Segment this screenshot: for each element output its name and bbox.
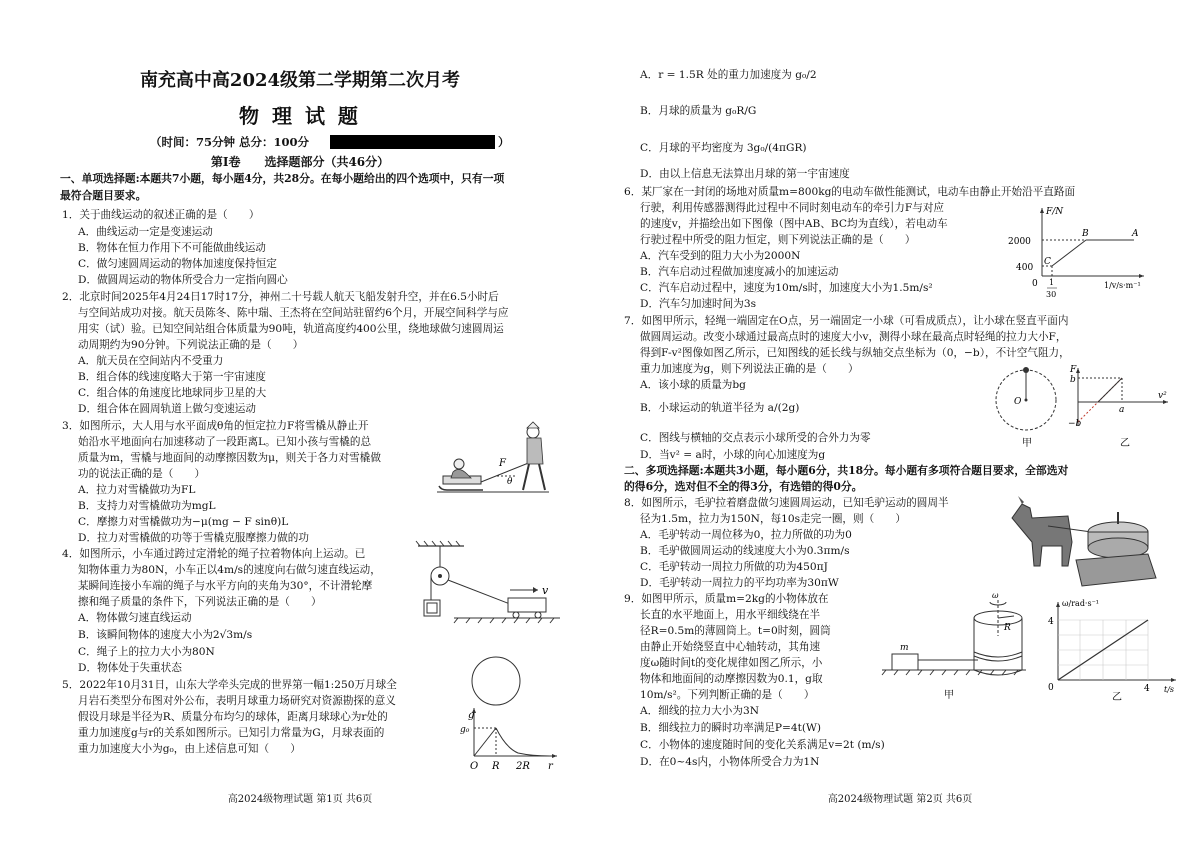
q4-stem-2: 知物体重力为80N，小车正以4m/s的速度向右做匀速直线运动， <box>78 564 381 576</box>
q7-option-a: A．该小球的质量为bg <box>640 379 746 391</box>
section2-title-2: 的得6分，选对但不全的得3分，有选错的得0分。 <box>624 480 863 493</box>
q9-option-a: A．细线的拉力大小为3N <box>640 705 760 717</box>
part1-title: 第Ⅰ卷 选择题部分（共46分） <box>210 155 390 169</box>
q7-fig-v2: v² <box>1158 391 1167 401</box>
q5-option-b: B．月球的质量为 g₀R/G <box>640 105 757 117</box>
q4-option-b: B．该瞬间物体的速度大小为2√3m/s <box>78 629 253 641</box>
q4-option-a: A．物体做匀速直线运动 <box>78 612 192 624</box>
q2-option-c: C．组合体的角速度比地球同步卫星的大 <box>78 387 267 399</box>
footer-right: 高2024级物理试题 第2页 共6页 <box>827 794 973 805</box>
q4-stem-4: 擦和绳子质量的条件下，下列说法正确的是（ ） <box>78 596 322 608</box>
q6-stem-4: 行驶过程中所受的阻力恒定，则下列说法正确的是（ ） <box>640 234 916 246</box>
q2-stem-1: 2．北京时间2025年4月24日17时17分，神州二十号载人航天飞船发射升空，并在6.5小时后 <box>62 291 499 303</box>
q1-option-d: D．做圆周运动的物体所受合力一定指向圆心 <box>78 274 288 286</box>
q5-stem-4: 重力加速度g与r的关系如图所示。已知引力常量为G，月球表面的 <box>78 727 385 739</box>
q5-fig-r: r <box>548 761 553 772</box>
q4-pulley-figure <box>414 540 562 625</box>
q9-fig-omega-label: ω <box>992 591 999 600</box>
q9-fig-jia: 甲 <box>944 690 954 701</box>
q7-fig-b: b <box>1070 375 1076 385</box>
q6-fig-v: 1/v/s·m⁻¹ <box>1104 281 1141 290</box>
q7-option-c: C．图线与横轴的交点表示小球所受的合外力为零 <box>640 432 871 444</box>
q7-stem-2: 做圆周运动。改变小球通过最高点时的速度大小v，测得小球在最高点时轻绳的拉力大小F， <box>640 331 1067 343</box>
q6-stem-2: 行驶，利用传感器测得此过程中不同时刻电动车的牵引力F与对应 <box>640 202 944 214</box>
q9-fig-omega: ω/rad·s⁻¹ <box>1062 599 1100 608</box>
section1-title: 一、单项选择题:本题共7小题，每小题4分，共28分。在每小题给出的四个选项中，只有一项 <box>60 172 505 185</box>
q7-circle-figure <box>992 364 1172 452</box>
redaction-bar <box>330 135 495 149</box>
q7-fig-a: a <box>1119 405 1125 415</box>
q4-fig-v: v <box>542 584 549 597</box>
q5-fig-g: g <box>468 710 475 721</box>
q6-fig-1: 1 <box>1049 278 1055 287</box>
q9-fig-m: m <box>900 643 909 653</box>
q3-stem-2: 始沿水平地面向右加速移动了一段距离L。已知小孩与雪橇的总 <box>78 436 372 448</box>
q9-cylinder-figure <box>878 591 1188 708</box>
q3-sled-figure <box>437 420 549 500</box>
q7-stem-3: 得到F-v²图像如图乙所示，已知图线的延长线与纵轴交点坐标为（0，−b），不计空气阻力， <box>640 347 1070 359</box>
q5-fig-O: O <box>470 761 479 772</box>
q7-option-d: D．当v² = a时，小球的向心加速度为g <box>640 449 826 461</box>
q7-stem-4: 重力加速度为g，则下列说法正确的是（ ） <box>640 363 859 375</box>
q9-fig-ts: t/s <box>1164 685 1175 694</box>
q7-stem-1: 7．如图甲所示，轻绳一端固定在O点，另一端固定一小球（可看成质点），让小球在竖直平面内 <box>624 315 1069 327</box>
q8-option-b: B．毛驴做圆周运动的线速度大小为0.3πm/s <box>640 545 850 557</box>
q3-option-c: C．摩擦力对雪橇做功为−μ(mg − F sinθ)L <box>78 516 289 528</box>
q7-fig-nb: −b <box>1068 419 1082 429</box>
q6-fig-0: 0 <box>1032 279 1038 289</box>
q6-option-b: B．汽车启动过程做加速度减小的加速运动 <box>640 266 839 278</box>
q7-fig-O: O <box>1014 397 1022 407</box>
q8-stem-1: 8．如图所示，毛驴拉着磨盘做匀速圆周运动，已知毛驴运动的圆周半 <box>624 497 949 509</box>
q7-fig-yi: 乙 <box>1120 438 1130 449</box>
exam-subtitle: 物 理 试 题 <box>239 104 361 128</box>
q9-stem-7: 10m/s²。下列判断正确的是（ ） <box>640 689 815 701</box>
q6-stem-3: 的速度v，并描绘出如下图像（图中AB、BC均为直线），若电动车 <box>640 218 948 230</box>
q1-option-b: B．物体在恒力作用下不可能做曲线运动 <box>78 242 266 254</box>
exam-title: 南充高中高2024级第二学期第二次月考 <box>139 70 461 91</box>
q6-fig-30: 30 <box>1046 290 1057 299</box>
q6-force-graph <box>1004 200 1154 300</box>
q9-stem-4: 由静止开始绕竖直中心轴转动，其角速 <box>640 641 821 653</box>
q9-stem-6: 物体和地面间的动摩擦因数为0.1，g取 <box>640 673 823 685</box>
q6-fig-C: C <box>1044 257 1051 267</box>
q9-fig-0: 0 <box>1048 683 1054 693</box>
exam-time-info-end: ） <box>498 135 510 149</box>
q6-option-a: A．汽车受到的阻力大小为2000N <box>640 250 801 262</box>
page-right <box>600 0 1200 847</box>
footer-left: 高2024级物理试题 第1页 共6页 <box>227 794 373 805</box>
q8-donkey-figure <box>1008 494 1158 590</box>
section2-title: 二、多项选择题:本题共3小题，每小题6分，共18分。每小题有多项符合题目要求，全部选对 <box>624 464 1069 477</box>
q5-stem-5: 重力加速度大小为g₀，由上述信息可知（ ） <box>78 743 301 755</box>
q5-fig-g0: g₀ <box>460 725 470 735</box>
q9-stem-5: 度ω随时间t的变化规律如图乙所示，小 <box>640 657 823 669</box>
q4-stem-3: 某瞬间连接小车端的绳子与水平方向的夹角为30°，不计滑轮摩 <box>78 580 373 592</box>
q6-option-c: C．汽车启动过程中，速度为10m/s时，加速度大小为1.5m/s² <box>640 282 933 294</box>
q3-option-b: B．支持力对雪橇做功为mgL <box>78 500 216 512</box>
q3-stem-1: 3．如图所示，大人用与水平面成θ角的恒定拉力F将雪橇从静止开 <box>62 420 369 432</box>
q9-stem-3: 径R=0.5m的薄圆筒上。t=0时刻，圆筒 <box>640 625 831 637</box>
q5-option-c: C．月球的平均密度为 3g₀/(4πGR) <box>640 142 807 154</box>
q9-option-c: C．小物体的速度随时间的变化关系满足v=2t (m/s) <box>640 739 885 751</box>
q2-option-b: B．组合体的线速度略大于第一宇宙速度 <box>78 371 266 383</box>
q4-option-d: D．物体处于失重状态 <box>78 662 182 674</box>
q4-option-c: C．绳子上的拉力大小为80N <box>78 646 215 658</box>
q6-fig-400: 400 <box>1016 263 1034 273</box>
q9-fig-t4: 4 <box>1144 684 1150 694</box>
q2-stem-2: 与空间站成功对接。航天员陈冬、陈中瑞、王杰将在空间站驻留约6个月，开展空间科学与应 <box>78 307 509 319</box>
q2-option-d: D．组合体在圆周轨道上做匀变速运动 <box>78 403 256 415</box>
q6-fig-2000: 2000 <box>1008 237 1031 247</box>
q8-option-d: D．毛驴转动一周拉力的平均功率为30πW <box>640 577 839 589</box>
q5-option-d: D．由以上信息无法算出月球的第一宇宙速度 <box>640 168 850 180</box>
q5-fig-2R: 2R <box>516 761 530 772</box>
q7-fig-jia: 甲 <box>1022 438 1032 449</box>
q2-stem-4: 动周期约为90分钟。下列说法正确的是（ ） <box>78 339 304 351</box>
q6-option-d: D．汽车匀加速时间为3s <box>640 298 757 310</box>
q6-fig-F: F/N <box>1046 207 1064 217</box>
q7-option-b: B．小球运动的轨道半径为 a/(2g) <box>640 402 800 414</box>
q9-option-d: D．在0~4s内，小物体所受合力为1N <box>640 756 820 768</box>
q6-stem-1: 6．某厂家在一封闭的场地对质量m=800kg的电动车做性能测试，电动车由静止开始沿平直路面 <box>624 186 1076 198</box>
q9-option-b: B．细线拉力的瞬时功率满足P=4t(W) <box>640 722 822 734</box>
q3-stem-4: 功的说法正确的是（ ） <box>78 468 206 480</box>
q3-fig-theta: θ <box>507 477 513 487</box>
q3-stem-3: 质量为m，雪橇与地面间的动摩擦因数为μ，则关于各力对雪橇做 <box>78 452 381 464</box>
q1-option-c: C．做匀速圆周运动的物体加速度保持恒定 <box>78 258 277 270</box>
q9-stem-2: 长直的水平地面上，用水平细线绕在半 <box>640 609 821 621</box>
q8-option-a: A．毛驴转动一周位移为0，拉力所做的功为0 <box>640 529 852 541</box>
q9-fig-4: 4 <box>1048 617 1054 627</box>
q9-fig-R: R <box>1004 623 1011 633</box>
q4-stem-1: 4．如图所示，小车通过跨过定滑轮的绳子拉着物体向上运动。已 <box>62 548 366 560</box>
q3-option-d: D．拉力对雪橇做的功等于雪橇克服摩擦力做的功 <box>78 532 309 544</box>
q5-option-a: A．r = 1.5R 处的重力加速度为 g₀/2 <box>640 69 817 81</box>
q2-option-a: A．航天员在空间站内不受重力 <box>78 355 224 367</box>
q8-stem-2: 径为1.5m，拉力为150N，每10s走完一圈，则（ ） <box>640 513 906 525</box>
q5-fig-R: R <box>492 761 500 772</box>
q5-stem-1: 5．2022年10月31日，山东大学牵头完成的世界第一幅1:250万月球全 <box>62 679 397 691</box>
q5-stem-3: 假设月球是半径为R、质量分布均匀的球体，距离月球球心为r处的 <box>78 711 388 723</box>
q7-fig-F: F <box>1070 365 1077 375</box>
q9-fig-yi: 乙 <box>1112 692 1122 703</box>
q3-fig-F: F <box>499 458 506 469</box>
q2-stem-3: 用实（试）验。已知空间站组合体质量为90吨，轨道高度约400公里，绕地球做匀速圆周运 <box>78 323 504 335</box>
section1-title-2: 最符合题目要求。 <box>60 189 147 202</box>
q3-option-a: A．拉力对雪橇做功为FL <box>78 484 196 496</box>
q9-stem-1: 9．如图甲所示，质量m=2kg的小物体放在 <box>624 593 829 605</box>
q1-stem: 1．关于曲线运动的叙述正确的是（ ） <box>62 209 260 221</box>
q6-fig-A: A <box>1132 229 1139 239</box>
q5-stem-2: 月岩石类型分布图对外公布，表明月球重力场研究对资源勘探的意义 <box>78 695 396 707</box>
q6-fig-B: B <box>1082 229 1089 239</box>
q5-gravity-figure <box>462 656 562 774</box>
q8-option-c: C．毛驴转动一周拉力所做的功为450πJ <box>640 561 828 573</box>
exam-time-info: （时间：75分钟 总分：100分 <box>150 135 310 149</box>
q1-option-a: A．曲线运动一定是变速运动 <box>78 226 213 238</box>
